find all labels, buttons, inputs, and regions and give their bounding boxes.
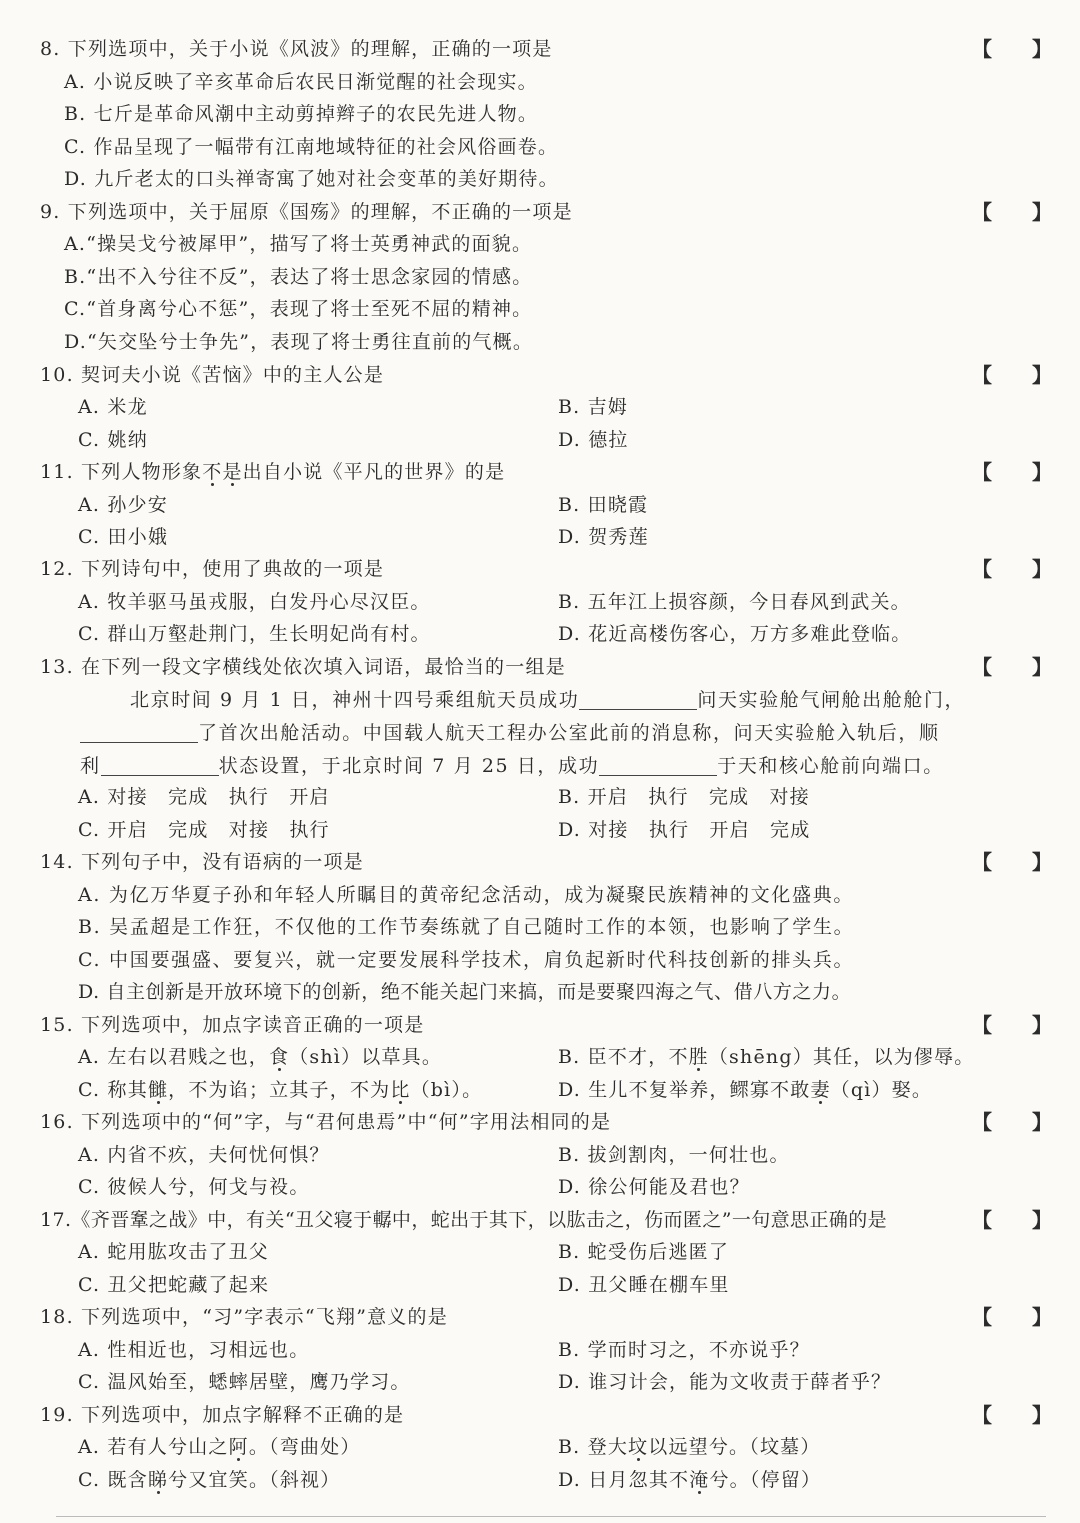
q19-a-dotted-char: 阿 (228, 1436, 249, 1458)
q19-option-b: B. 登大坟以远望兮。（坟墓） (558, 1436, 821, 1458)
q19-c-dotted-char: 睇 (147, 1469, 169, 1491)
question-18-stem: 18. 下列选项中，“习”字表示“飞翔”意义的是 (40, 1306, 448, 1328)
q16-option-d: D. 徐公何能及君也？ (558, 1176, 750, 1198)
q14-option-b: B. 吴孟超是工作狂，不仅他的工作节奏练就了自己随时工作的本领，也影响了学生。 (78, 916, 855, 938)
q19-option-c: C. 既含睇兮又宜笑。（斜视） (78, 1469, 341, 1491)
answer-bracket-18[interactable]: 【 】 (972, 1305, 1052, 1329)
fill-blank-4[interactable] (599, 755, 717, 776)
q13-passage-line-1: 北京时间 9 月 1 日，神州十四号乘组航天员成功 问天实验舱气闸舱出舱舱门， (130, 689, 966, 711)
answer-bracket-15[interactable]: 【 】 (972, 1013, 1052, 1037)
q13-passage-line-2: 了首次出舱活动。中国载人航天工程办公室此前的消息称，问天实验舱入轨后，顺 (80, 716, 1050, 750)
q15-option-a: A. 左右以君贱之也，食（shì）以草具。 (78, 1046, 443, 1068)
q13-option-b: B. 开启 执行 完成 对接 (558, 786, 810, 808)
footer-divider (56, 1516, 1046, 1517)
q15-c-dotted-char-2: 比 (390, 1079, 411, 1101)
q18-option-c: C. 温风始至，蟋蟀居壁，鹰乃学习。 (78, 1371, 411, 1393)
answer-bracket-14[interactable]: 【 】 (972, 850, 1052, 874)
q11-emphasis-2: 是 (222, 461, 243, 483)
answer-bracket-11[interactable]: 【 】 (972, 460, 1052, 484)
q15-option-c: C. 称其雠，不为谄；立其子，不为比（bì）。 (78, 1079, 483, 1101)
q12-option-b: B. 五年江上损容颜，今日春风到武关。 (558, 591, 911, 613)
q15-option-b: B. 臣不才，不胜（shēng）其任，以为僇辱。 (558, 1046, 975, 1068)
q8-option-b: B. 七斤是革命风潮中主动剪掉辫子的农民先进人物。 (64, 103, 539, 125)
q10-option-d: D. 德拉 (558, 429, 629, 451)
q10-option-a: A. 米龙 (78, 396, 148, 418)
fill-blank-3[interactable] (101, 755, 219, 776)
q17-option-c: C. 丑父把蛇藏了起来 (78, 1274, 270, 1296)
q12-option-c: C. 群山万壑赴荆门，生长明妃尚有村。 (78, 623, 431, 645)
q13-option-a: A. 对接 完成 执行 开启 (78, 786, 330, 808)
q9-option-a: A.“操吴戈兮被犀甲”，描写了将士英勇神武的面貌。 (64, 233, 533, 255)
q16-option-b: B. 拔剑割肉，一何壮也。 (558, 1144, 790, 1166)
q9-option-b: B.“出不入兮往不反”，表达了将士思念家园的情感。 (64, 266, 533, 288)
question-10-stem: 10. 契诃夫小说《苦恼》中的主人公是 (40, 364, 385, 386)
q11-emphasis-1: 不 (202, 461, 223, 483)
q12-option-a: A. 牧羊驱马虽戎服，白发丹心尽汉臣。 (78, 591, 431, 613)
question-12-stem: 12. 下列诗句中，使用了典故的一项是 (40, 558, 385, 580)
q15-option-d: D. 生儿不复举养，鳏寡不敢妻（qì）娶。 (558, 1079, 933, 1101)
q16-option-a: A. 内省不疚，夫何忧何惧？ (78, 1144, 330, 1166)
q9-option-c: C.“首身离兮心不惩”，表现了将士至死不屈的精神。 (64, 298, 533, 320)
q19-d-dotted-char: 淹 (689, 1469, 710, 1491)
fill-blank-1[interactable] (579, 689, 697, 710)
q14-option-a: A. 为亿万华夏子孙和年轻人所瞩目的黄帝纪念活动，成为凝聚民族精神的文化盛典。 (78, 884, 855, 906)
q15-c-dotted-char: 雠 (147, 1079, 169, 1101)
q17-option-a: A. 蛇用肱攻击了丑父 (78, 1241, 270, 1263)
q15-b-dotted-char: 胜 (688, 1046, 709, 1068)
q13-option-c: C. 开启 完成 对接 执行 (78, 819, 330, 841)
answer-bracket-12[interactable]: 【 】 (972, 557, 1052, 581)
question-14-stem: 14. 下列句子中，没有语病的一项是 (40, 851, 364, 873)
answer-bracket-16[interactable]: 【 】 (972, 1110, 1052, 1134)
q19-option-a: A. 若有人兮山之阿。（弯曲处） (78, 1436, 361, 1458)
q18-option-a: A. 性相近也，习相远也。 (78, 1339, 310, 1361)
q8-option-a: A. 小说反映了辛亥革命后农民日渐觉醒的社会现实。 (64, 71, 538, 93)
q15-d-dotted-char: 妻 (810, 1079, 831, 1101)
q17-option-b: B. 蛇受伤后逃匿了 (558, 1241, 730, 1263)
question-11-stem (40, 456, 505, 488)
q11-option-c: C. 田小娥 (78, 526, 169, 548)
q11-option-d: D. 贺秀莲 (558, 526, 649, 548)
answer-bracket-9[interactable]: 【 】 (972, 200, 1052, 224)
q8-option-c: C. 作品呈现了一幅带有江南地域特征的社会风俗画卷。 (64, 136, 559, 158)
q19-option-d: D. 日月忽其不淹兮。（停留） (558, 1469, 822, 1491)
q11-option-a: A. 孙少安 (78, 494, 169, 516)
q13-option-d: D. 对接 执行 开启 完成 (558, 819, 811, 841)
q17-option-d: D. 丑父睡在棚车里 (558, 1274, 730, 1296)
q12-option-d: D. 花近高楼伤客心，万方多难此登临。 (558, 623, 912, 645)
q11-option-b: B. 田晓霞 (558, 494, 649, 516)
question-15-stem: 15. 下列选项中，加点字读音正确的一项是 (40, 1014, 425, 1036)
answer-bracket-19[interactable]: 【 】 (972, 1403, 1052, 1427)
fill-blank-2[interactable] (80, 722, 198, 743)
q9-option-d: D.“矢交坠兮士争先”，表现了将士勇往直前的气概。 (64, 331, 534, 353)
answer-bracket-17[interactable]: 【 】 (972, 1208, 1052, 1232)
q16-option-c: C. 彼候人兮，何戈与祋。 (78, 1176, 310, 1198)
question-8-stem: 8. 下列选项中，关于小说《风波》的理解，正确的一项是 (40, 38, 553, 60)
q8-option-d: D. 九斤老太的口头禅寄寓了她对社会变革的美好期待。 (64, 168, 559, 190)
answer-bracket-10[interactable]: 【 】 (972, 363, 1052, 387)
q14-option-d: D. 自主创新是开放环境下的创新，绝不能关起门来搞，而是要聚四海之气、借八方之力。 (78, 981, 852, 1003)
question-17-stem: 17.《齐晋鞌之战》中，有关“丑父寝于轏中，蛇出于其下，以肱击之，伤而匿之”一句意思正确的是 (40, 1209, 888, 1231)
question-13-stem: 13. 在下列一段文字横线处依次填入词语，最恰当的一组是 (40, 656, 566, 678)
q10-option-b: B. 吉姆 (558, 396, 629, 418)
q11-stem-post: 出自小说《平凡的世界》的是 (242, 461, 506, 483)
q18-option-b: B. 学而时习之，不亦说乎？ (558, 1339, 810, 1361)
q18-option-d: D. 谁习计会，能为文收责于薛者乎？ (558, 1371, 892, 1393)
q10-option-c: C. 姚纳 (78, 429, 148, 451)
q15-a-dotted-char: 食 (269, 1046, 290, 1068)
q19-b-dotted-char: 坟 (628, 1436, 649, 1458)
answer-bracket-13[interactable]: 【 】 (972, 655, 1052, 679)
question-9-stem: 9. 下列选项中，关于屈原《国殇》的理解，不正确的一项是 (40, 201, 573, 223)
answer-bracket-8[interactable]: 【 】 (972, 37, 1052, 61)
q13-passage-line-3: 利 状态设置，于北京时间 7 月 25 日，成功 于天和核心舱前向端口。 (80, 755, 944, 777)
q14-option-c: C. 中国要强盛、要复兴，就一定要发展科学技术，肩负起新时代科技创新的排头兵。 (78, 949, 855, 971)
question-16-stem: 16. 下列选项中的“何”字，与“君何患焉”中“何”字用法相同的是 (40, 1111, 612, 1133)
question-19-stem: 19. 下列选项中，加点字解释不正确的是 (40, 1404, 405, 1426)
q11-stem-pre: 11. 下列人物形象 (40, 461, 203, 483)
